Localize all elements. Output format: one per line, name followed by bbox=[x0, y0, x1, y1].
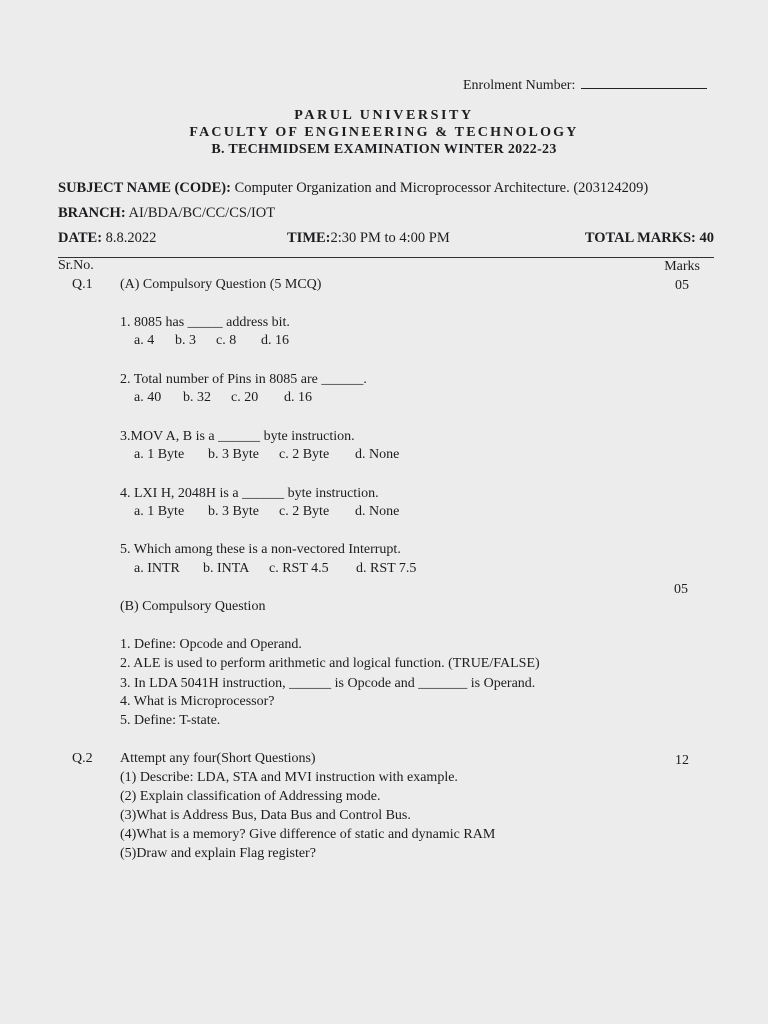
mcq-option: a. 40 bbox=[134, 390, 162, 405]
partB-item: 1. Define: Opcode and Operand. bbox=[120, 637, 302, 652]
mcq-question: 3.MOV A, B is a ______ byte instruction. bbox=[120, 429, 355, 444]
enrolment-label: Enrolment Number: bbox=[463, 78, 576, 93]
q1-partB-marks: 05 bbox=[674, 582, 688, 597]
subject-line bbox=[58, 180, 648, 197]
q2-number: Q.2 bbox=[72, 751, 93, 766]
marks-header: Marks bbox=[664, 259, 700, 274]
exam-title: B. TECHMIDSEM EXAMINATION WINTER 2022-23 bbox=[211, 142, 557, 157]
header-divider bbox=[58, 257, 714, 258]
mcq-option: d. 16 bbox=[261, 333, 289, 348]
mcq-option: c. 8 bbox=[216, 333, 237, 348]
subject-value: Computer Organization and Microprocessor Architecture. (203124209) bbox=[234, 180, 649, 196]
date-label: DATE: bbox=[58, 230, 103, 246]
branch-value: AI/BDA/BC/CC/CS/IOT bbox=[128, 205, 276, 221]
enrolment-blank bbox=[581, 76, 707, 89]
q2-title: Attempt any four(Short Questions) bbox=[120, 751, 316, 766]
faculty-name: FACULTY OF ENGINEERING & TECHNOLOGY bbox=[189, 125, 579, 140]
q2-item: (2) Explain classification of Addressing mode. bbox=[120, 789, 381, 804]
date-field bbox=[58, 230, 156, 247]
branch-label: BRANCH: bbox=[58, 205, 126, 221]
mcq-option: b. 3 bbox=[175, 333, 196, 348]
mcq-question: 1. 8085 has _____ address bit. bbox=[120, 315, 290, 330]
mcq-option: a. 1 Byte bbox=[134, 504, 185, 519]
mcq-question: 4. LXI H, 2048H is a ______ byte instruction. bbox=[120, 486, 379, 501]
mcq-option: a. 1 Byte bbox=[134, 447, 185, 462]
partB-item: 3. In LDA 5041H instruction, ______ is Opcode and _______ is Operand. bbox=[120, 676, 536, 691]
mcq-option: d. 16 bbox=[284, 390, 312, 405]
q2-marks: 12 bbox=[675, 753, 689, 768]
q2-item: (4)What is a memory? Give difference of static and dynamic RAM bbox=[120, 827, 496, 842]
subject-label: SUBJECT NAME (CODE): bbox=[58, 180, 231, 196]
partB-item: 2. ALE is used to perform arithmetic and logical function. (TRUE/FALSE) bbox=[120, 656, 540, 671]
date-value: 8.8.2022 bbox=[105, 230, 157, 246]
q1-partB-title: (B) Compulsory Question bbox=[120, 599, 266, 614]
q1-partA-title: (A) Compulsory Question (5 MCQ) bbox=[120, 277, 322, 292]
time-value: 2:30 PM to 4:00 PM bbox=[330, 230, 450, 246]
mcq-option: c. RST 4.5 bbox=[269, 561, 329, 576]
total-marks: TOTAL MARKS: 40 bbox=[584, 230, 714, 246]
q1-number: Q.1 bbox=[72, 277, 93, 292]
q2-item: (3)What is Address Bus, Data Bus and Control Bus. bbox=[120, 808, 411, 823]
q1-partA-marks: 05 bbox=[675, 278, 689, 293]
partB-item: 5. Define: T-state. bbox=[120, 713, 221, 728]
mcq-option: d. None bbox=[355, 447, 400, 462]
mcq-option: b. 3 Byte bbox=[208, 504, 259, 519]
partB-item: 4. What is Microprocessor? bbox=[120, 694, 275, 709]
mcq-option: d. None bbox=[355, 504, 400, 519]
mcq-option: c. 2 Byte bbox=[279, 447, 330, 462]
mcq-option: d. RST 7.5 bbox=[356, 561, 417, 576]
time-field bbox=[287, 230, 450, 247]
mcq-option: a. INTR bbox=[134, 561, 180, 576]
srno-header: Sr.No. bbox=[58, 258, 94, 273]
mcq-option: b. 3 Byte bbox=[208, 447, 259, 462]
q2-item: (1) Describe: LDA, STA and MVI instruction with example. bbox=[120, 770, 458, 785]
q2-item: (5)Draw and explain Flag register? bbox=[120, 846, 316, 861]
university-name: PARUL UNIVERSITY bbox=[294, 108, 474, 123]
mcq-question: 5. Which among these is a non-vectored Interrupt. bbox=[120, 542, 401, 557]
mcq-option: c. 2 Byte bbox=[279, 504, 330, 519]
mcq-option: c. 20 bbox=[231, 390, 259, 405]
mcq-option: b. INTA bbox=[203, 561, 250, 576]
mcq-option: a. 4 bbox=[134, 333, 155, 348]
branch-line bbox=[58, 205, 275, 222]
enrolment-number bbox=[463, 76, 707, 94]
time-label: TIME: bbox=[287, 230, 331, 246]
mcq-option: b. 32 bbox=[183, 390, 211, 405]
mcq-question: 2. Total number of Pins in 8085 are ______. bbox=[120, 372, 367, 387]
